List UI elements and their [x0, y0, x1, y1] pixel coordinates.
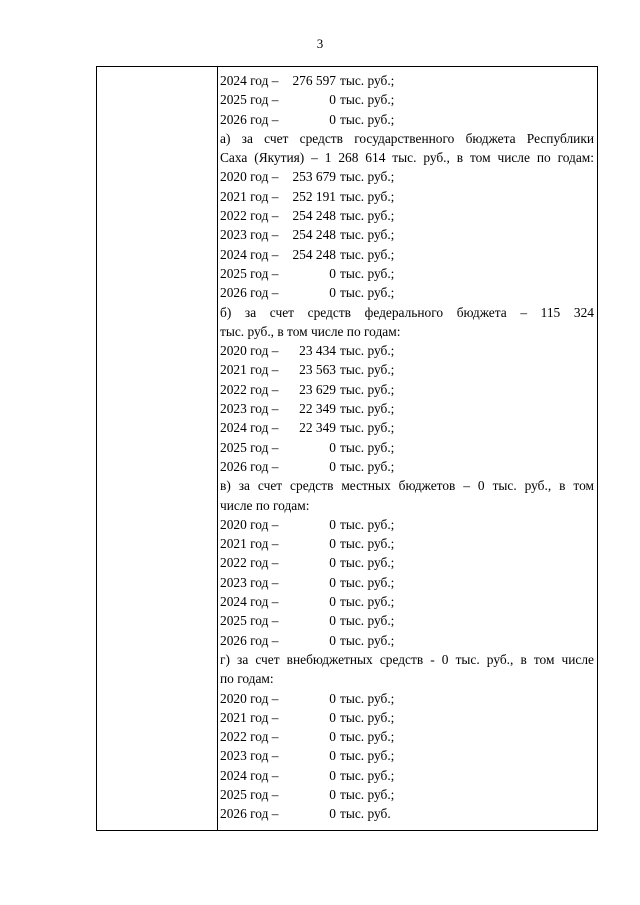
year-label: 2024 год –: [220, 767, 279, 783]
amount-value: 0: [329, 613, 336, 629]
amount-value: 22 349: [299, 401, 336, 417]
funding-source-text: б) за счет средств федерального бюджета – 115 324: [220, 304, 594, 320]
amount-unit: тыс. руб.;: [340, 439, 395, 455]
amount-value: 0: [329, 439, 336, 455]
year-label: 2026 год –: [220, 458, 279, 474]
year-label: 2020 год –: [220, 516, 279, 532]
amount-unit: тыс. руб.;: [340, 381, 395, 397]
amount-value: 252 191: [292, 188, 336, 204]
year-label: 2023 год –: [220, 401, 279, 417]
amount-unit: тыс. руб.;: [340, 362, 395, 378]
amount-value: 0: [329, 265, 336, 281]
funding-year-line: [220, 341, 594, 360]
amount-value: 254 248: [292, 208, 336, 224]
amount-unit: тыс. руб.;: [340, 786, 395, 802]
amount-unit: тыс. руб.: [340, 806, 391, 822]
funding-year-line: [220, 360, 594, 379]
funding-year-line: [220, 553, 594, 572]
amount-unit: тыс. руб.;: [340, 343, 395, 359]
amount-value: 254 248: [292, 246, 336, 262]
amount-value: 0: [329, 516, 336, 532]
funding-source-text: а) за счет средств государственного бюджета Республики: [220, 130, 594, 146]
year-label: 2021 год –: [220, 536, 279, 552]
amount-value: 276 597: [292, 73, 336, 88]
page-number: 3: [316, 36, 324, 51]
amount-unit: тыс. руб.;: [340, 574, 395, 590]
amount-value: 0: [329, 632, 336, 648]
funding-source-text: Саха (Якутия) – 1 268 614 тыс. руб., в том числе по годам:: [220, 150, 594, 166]
amount-unit: тыс. руб.;: [340, 516, 395, 532]
amount-unit: тыс. руб.;: [340, 632, 395, 648]
year-label: 2021 год –: [220, 362, 279, 378]
amount-unit: тыс. руб.;: [340, 420, 395, 436]
amount-value: 0: [329, 690, 336, 706]
funding-source-text: числе по годам:: [220, 497, 310, 513]
funding-year-line: [220, 689, 594, 708]
funding-year-line: [220, 708, 594, 727]
year-label: 2023 год –: [220, 574, 279, 590]
amount-unit: тыс. руб.;: [340, 73, 395, 88]
year-label: 2022 год –: [220, 208, 279, 224]
year-label: 2022 год –: [220, 381, 279, 397]
funding-text-column: [220, 71, 594, 824]
table-left-column: [97, 67, 218, 830]
funding-year-line: [220, 71, 594, 90]
funding-year-line: [220, 746, 594, 765]
year-label: 2026 год –: [220, 285, 279, 301]
year-label: 2024 год –: [220, 246, 279, 262]
amount-unit: тыс. руб.;: [340, 536, 395, 552]
amount-value: 0: [329, 767, 336, 783]
year-label: 2023 год –: [220, 227, 279, 243]
amount-unit: тыс. руб.;: [340, 246, 395, 262]
amount-unit: тыс. руб.;: [340, 188, 395, 204]
funding-year-line: [220, 611, 594, 630]
amount-value: 0: [329, 748, 336, 764]
amount-unit: тыс. руб.;: [340, 729, 395, 745]
year-label: 2021 год –: [220, 709, 279, 725]
year-label: 2022 год –: [220, 555, 279, 571]
funding-source-text: по годам:: [220, 671, 274, 687]
amount-unit: тыс. руб.;: [340, 613, 395, 629]
amount-value: 0: [329, 536, 336, 552]
year-label: 2025 год –: [220, 613, 279, 629]
amount-value: 0: [329, 786, 336, 802]
amount-value: 254 248: [292, 227, 336, 243]
funding-year-line: [220, 110, 594, 129]
year-label: 2023 год –: [220, 748, 279, 764]
year-label: 2020 год –: [220, 690, 279, 706]
amount-unit: тыс. руб.;: [340, 208, 395, 224]
year-label: 2024 год –: [220, 420, 279, 436]
funding-year-line: [220, 380, 594, 399]
funding-year-line: [220, 206, 594, 225]
year-label: 2024 год –: [220, 594, 279, 610]
amount-unit: тыс. руб.;: [340, 555, 395, 571]
amount-unit: тыс. руб.;: [340, 227, 395, 243]
funding-year-line: [220, 399, 594, 418]
funding-source-text: в) за счет средств местных бюджетов – 0 тыс. руб., в том: [220, 478, 594, 494]
amount-value: 22 349: [299, 420, 336, 436]
funding-year-line: [220, 187, 594, 206]
funding-year-line: [220, 766, 594, 785]
year-label: 2021 год –: [220, 188, 279, 204]
funding-year-line: [220, 727, 594, 746]
funding-source-text: тыс. руб., в том числе по годам:: [220, 323, 401, 339]
amount-value: 0: [329, 729, 336, 745]
year-label: 2025 год –: [220, 265, 279, 281]
funding-year-line: [220, 90, 594, 109]
amount-unit: тыс. руб.;: [340, 285, 395, 301]
funding-year-line: [220, 264, 594, 283]
amount-value: 0: [329, 709, 336, 725]
amount-value: 23 629: [299, 381, 336, 397]
amount-unit: тыс. руб.;: [340, 169, 395, 185]
funding-year-line: [220, 283, 594, 302]
amount-value: 0: [329, 594, 336, 610]
amount-unit: тыс. руб.;: [340, 690, 395, 706]
year-label: 2026 год –: [220, 806, 279, 822]
amount-unit: тыс. руб.;: [340, 594, 395, 610]
funding-year-line: [220, 167, 594, 186]
funding-year-line: [220, 225, 594, 244]
funding-year-line: [220, 438, 594, 457]
funding-year-line: [220, 534, 594, 553]
amount-unit: тыс. руб.;: [340, 709, 395, 725]
amount-unit: тыс. руб.;: [340, 401, 395, 417]
funding-source-text: г) за счет внебюджетных средств - 0 тыс. руб., в том числе: [220, 651, 594, 667]
amount-unit: тыс. руб.;: [340, 111, 395, 127]
amount-value: 23 434: [299, 343, 336, 359]
funding-year-line: [220, 804, 594, 823]
amount-unit: тыс. руб.;: [340, 92, 395, 108]
year-label: 2024 год –: [220, 73, 279, 88]
year-label: 2025 год –: [220, 439, 279, 455]
funding-year-line: [220, 631, 594, 650]
amount-unit: тыс. руб.;: [340, 458, 395, 474]
amount-value: 0: [329, 458, 336, 474]
amount-value: 0: [329, 111, 336, 127]
amount-unit: тыс. руб.;: [340, 748, 395, 764]
funding-table: [96, 66, 598, 831]
amount-unit: тыс. руб.;: [340, 265, 395, 281]
amount-value: 0: [329, 806, 336, 822]
amount-value: 0: [329, 555, 336, 571]
year-label: 2025 год –: [220, 92, 279, 108]
funding-year-line: [220, 573, 594, 592]
amount-value: 0: [329, 285, 336, 301]
year-label: 2026 год –: [220, 111, 279, 127]
funding-year-line: [220, 245, 594, 264]
amount-unit: тыс. руб.;: [340, 767, 395, 783]
amount-value: 253 679: [292, 169, 336, 185]
funding-year-line: [220, 785, 594, 804]
amount-value: 0: [329, 574, 336, 590]
funding-year-line: [220, 515, 594, 534]
year-label: 2020 год –: [220, 343, 279, 359]
year-label: 2022 год –: [220, 729, 279, 745]
amount-value: 23 563: [299, 362, 336, 378]
year-label: 2025 год –: [220, 786, 279, 802]
funding-year-line: [220, 418, 594, 437]
funding-year-line: [220, 457, 594, 476]
funding-year-line: [220, 592, 594, 611]
year-label: 2026 год –: [220, 632, 279, 648]
year-label: 2020 год –: [220, 169, 279, 185]
amount-value: 0: [329, 92, 336, 108]
